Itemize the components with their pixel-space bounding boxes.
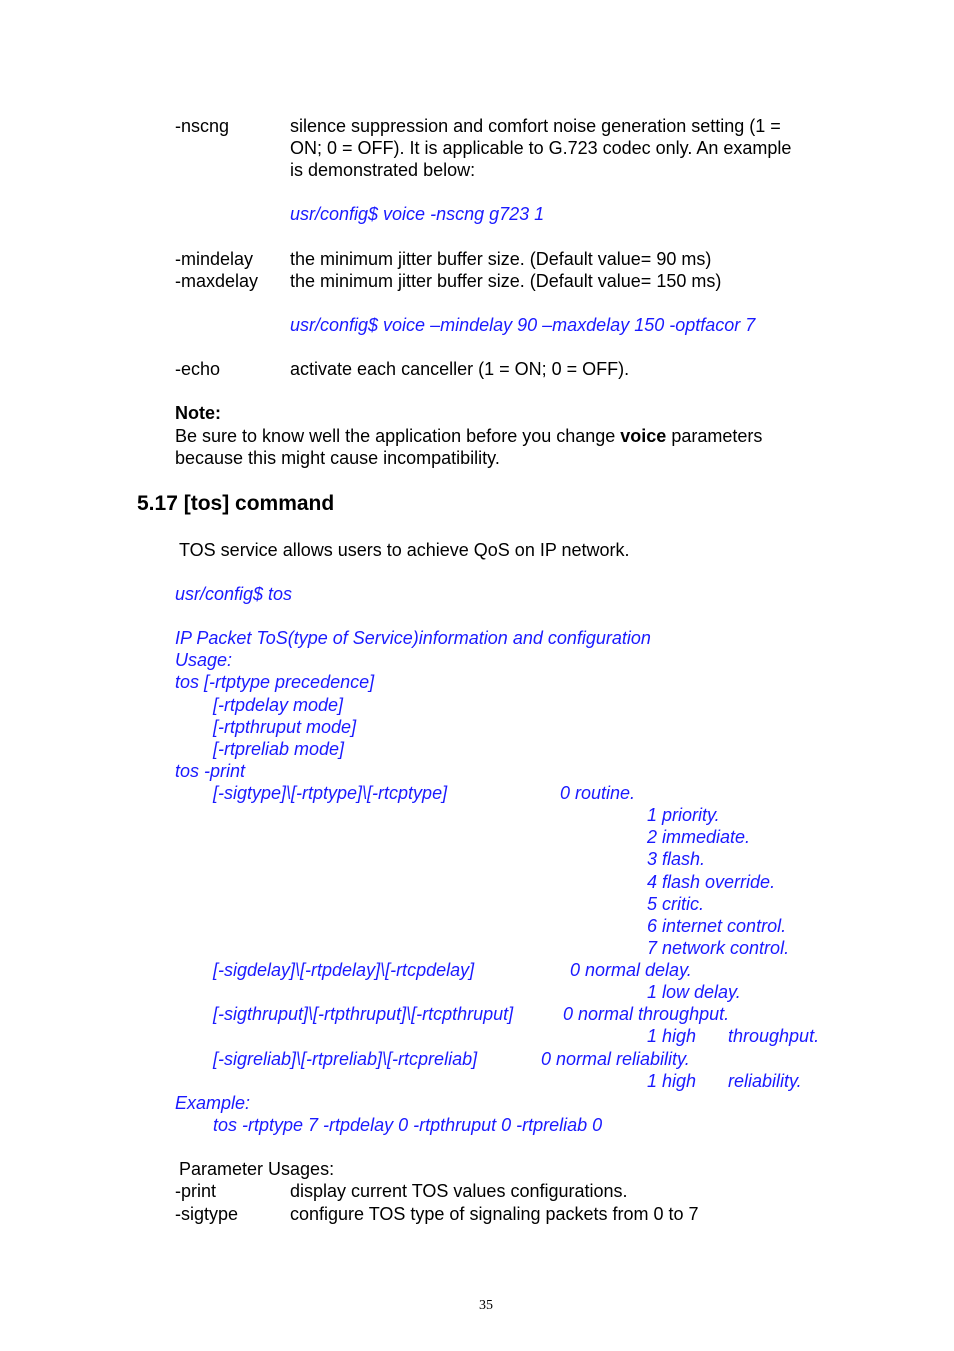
usage-syntax-4: [-rtpreliab mode]: [213, 739, 345, 759]
type-value-7: 7 network control.: [647, 938, 790, 958]
thruput-value-1: 1 high: [647, 1026, 697, 1046]
reliab-value-0: 0 normal reliability.: [541, 1049, 690, 1069]
section-heading: 5.17 [tos] command: [137, 492, 335, 515]
type-value-3: 3 flash.: [647, 849, 706, 869]
type-value-6: 6 internet control.: [647, 916, 787, 936]
param-desc-print: display current TOS values configurations.: [290, 1181, 628, 1201]
type-value-1: 1 priority.: [647, 805, 720, 825]
note-line2: because this might cause incompatibility.: [175, 448, 500, 468]
tos-command: usr/config$ tos: [175, 584, 293, 604]
type-value-4: 4 flash override.: [647, 872, 776, 892]
note-line1-post: parameters: [666, 426, 763, 446]
param-desc-maxdelay: the minimum jitter buffer size. (Default value= 150 ms): [290, 271, 722, 291]
example-label: Example:: [175, 1093, 251, 1113]
param-desc-nscng-line2: ON; 0 = OFF). It is applicable to G.723 codec only. An example: [290, 138, 792, 158]
usage-syntax-2: [-rtpdelay mode]: [213, 695, 344, 715]
usage-syntax-5: tos -print: [175, 761, 246, 781]
note-line1: [175, 425, 762, 447]
thruput-value-0: 0 normal throughput.: [563, 1004, 730, 1024]
example-command: tos -rtptype 7 -rtpdelay 0 -rtpthruput 0 -rtpreliab 0: [213, 1115, 603, 1135]
type-value-2: 2 immediate.: [647, 827, 751, 847]
section-intro: TOS service allows users to achieve QoS on IP network.: [179, 540, 630, 560]
delay-options: [-sigdelay]\[-rtpdelay]\[-rtcpdelay]: [213, 960, 475, 980]
delay-example: usr/config$ voice –mindelay 90 –maxdelay 150 -optfacor 7: [290, 315, 756, 335]
param-name-nscng: -nscng: [175, 116, 230, 136]
reliab-value-1-word: reliability.: [728, 1071, 802, 1091]
reliab-value-1: 1 high: [647, 1071, 697, 1091]
param-desc-nscng-line3: is demonstrated below:: [290, 160, 476, 180]
nscng-example: usr/config$ voice -nscng g723 1: [290, 204, 545, 224]
type-value-5: 5 critic.: [647, 894, 705, 914]
param-name-mindelay: -mindelay: [175, 249, 254, 269]
param-desc-nscng-line1: silence suppression and comfort noise generation setting (1 =: [290, 116, 781, 136]
type-options: [-sigtype]\[-rtptype]\[-rtcptype]: [213, 783, 448, 803]
param-desc-mindelay: the minimum jitter buffer size. (Default value= 90 ms): [290, 249, 712, 269]
delay-value-0: 0 normal delay.: [570, 960, 692, 980]
param-desc-echo: activate each canceller (1 = ON; 0 = OFF).: [290, 359, 630, 379]
param-name-sigtype: -sigtype: [175, 1204, 239, 1224]
param-name-print: -print: [175, 1181, 217, 1201]
type-value-0: 0 routine.: [560, 783, 636, 803]
usage-label: Usage:: [175, 650, 233, 670]
thruput-value-1-word: throughput.: [728, 1026, 820, 1046]
note-label: Note:: [175, 403, 221, 423]
thruput-options: [-sigthruput]\[-rtpthruput]\[-rtcpthruput]: [213, 1004, 514, 1024]
param-usages-label: Parameter Usages:: [179, 1159, 335, 1179]
note-line1-bold: voice: [620, 426, 667, 446]
note-line1-pre: Be sure to know well the application before you change: [175, 426, 621, 446]
usage-syntax-1: tos [-rtptype precedence]: [175, 672, 375, 692]
delay-value-1: 1 low delay.: [647, 982, 741, 1002]
param-desc-sigtype: configure TOS type of signaling packets from 0 to 7: [290, 1204, 699, 1224]
page-number: 35: [479, 1298, 493, 1313]
usage-syntax-3: [-rtpthruput mode]: [213, 717, 357, 737]
usage-title: IP Packet ToS(type of Service)information and configuration: [175, 628, 651, 648]
reliab-options: [-sigreliab]\[-rtpreliab]\[-rtcpreliab]: [213, 1049, 478, 1069]
param-name-maxdelay: -maxdelay: [175, 271, 259, 291]
param-name-echo: -echo: [175, 359, 221, 379]
